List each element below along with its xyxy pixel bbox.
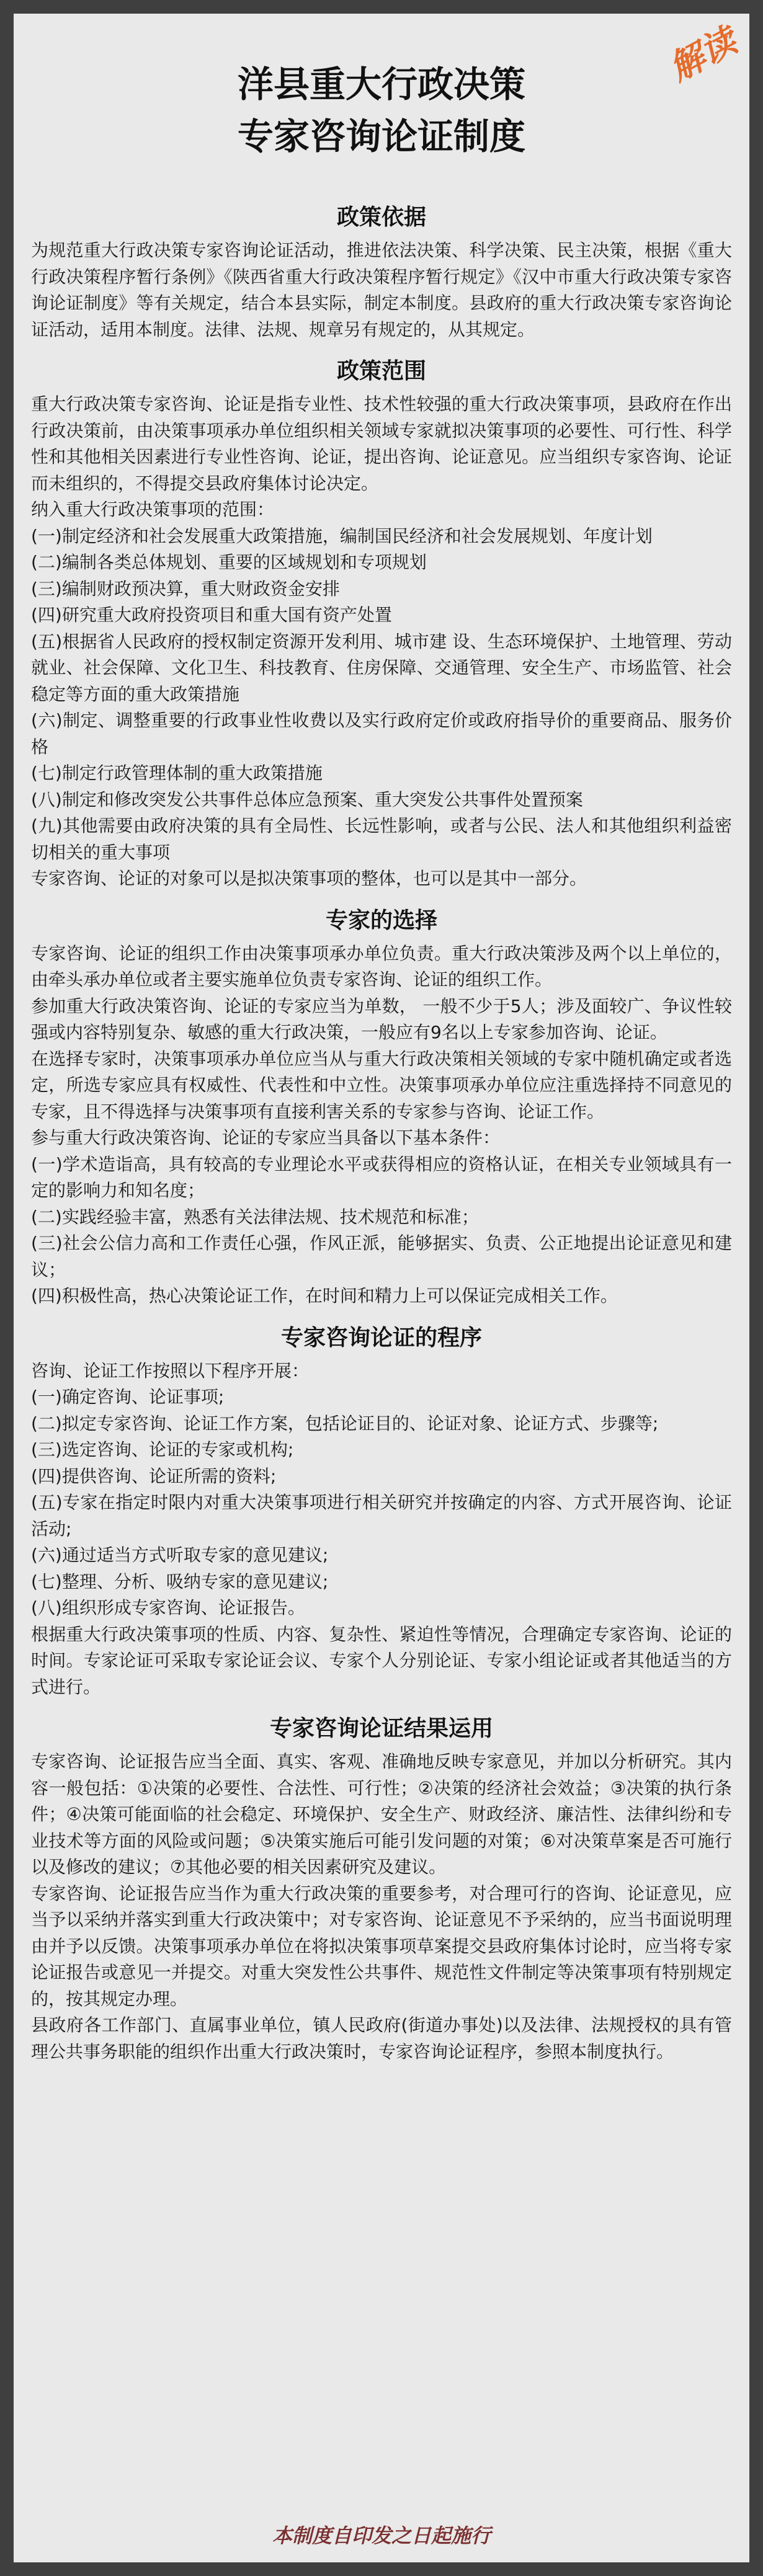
- policy-section: [31, 1323, 732, 1701]
- section-paragraph: (六)制定、调整重要的行政事业性收费以及实行政府定价或政府指导价的重要商品、服务价格: [31, 710, 732, 757]
- page-title-line-1: 洋县重大行政决策: [237, 63, 525, 105]
- section-paragraph: (一)确定咨询、论证事项;: [31, 1387, 225, 1407]
- policy-section: [31, 357, 732, 892]
- section-paragraph: 咨询、论证工作按照以下程序开展：: [31, 1360, 310, 1381]
- policy-section: [31, 906, 732, 1310]
- section-paragraph: (三)编制财政预决算，重大财政资金安排: [31, 578, 340, 599]
- policy-section: [31, 203, 732, 343]
- section-paragraph: 参加重大行政决策咨询、论证的专家应当为单数， 一般不少于5人；涉及面较广、争议性较强或内容特别复杂、敏感的重大行政决策，一般应有9名以上专家参加咨询、论证。: [31, 995, 732, 1042]
- policy-section: [31, 1714, 732, 2065]
- section-paragraph: 重大行政决策专家咨询、论证是指专业性、技术性较强的重大行政决策事项，县政府在作出行政决策前，由决策事项承办单位组织相关领域专家就拟决策事项的必要性、可行性、科学性和其他相关因素进行专业性咨询、论证，提出咨询、论证意见。应当组织专家咨询、论证而未组织的，不得提交县政府集体讨论决定。: [31, 394, 732, 494]
- section-paragraph: (三)选定咨询、论证的专家或机构;: [31, 1439, 294, 1460]
- section-paragraph: (二)拟定专家咨询、论证工作方案，包括论证目的、论证对象、论证方式、步骤等;: [31, 1413, 659, 1434]
- section-paragraph: 专家咨询、论证报告应当全面、真实、客观、准确地反映专家意见，并加以分析研究。其内容一般包括：①决策的必要性、合法性、可行性；②决策的经济社会效益；③决策的执行条件；④决策可能面临的社会稳定、环境保护、安全生产、财政经济、廉洁性、法律纠纷和专业技术等方面的风险或问题；⑤决策实施后可能引发问题的对策；⑥对决策草案是否可施行以及修改的建议；⑦其他必要的相关因素研究及建议。: [31, 1751, 732, 1877]
- section-paragraph: (四)提供咨询、论证所需的资料;: [31, 1465, 277, 1486]
- section-paragraph: 专家咨询、论证的组织工作由决策事项承办单位负责。重大行政决策涉及两个以上单位的，由牵头承办单位或者主要实施单位负责专家咨询、论证的组织工作。: [31, 943, 732, 990]
- poster-frame: [14, 14, 749, 2562]
- section-paragraph: (九)其他需要由政府决策的具有全局性、长远性影响，或者与公民、法人和其他组织利益密切相关的重大事项: [31, 815, 732, 863]
- section-title: 专家的选择: [325, 907, 437, 933]
- section-paragraph: (四)积极性高，热心决策论证工作，在时间和精力上可以保证完成相关工作。: [31, 1286, 618, 1306]
- policy-content: [31, 203, 732, 2079]
- section-paragraph: (二)编制各类总体规划、重要的区域规划和专项规划: [31, 552, 427, 572]
- section-paragraph: (四)研究重大政府投资项目和重大国有资产处置: [31, 605, 392, 625]
- section-paragraph: (三)社会公信力高和工作责任心强，作风正派，能够据实、负责、公正地提出论证意见和建议；: [31, 1233, 732, 1280]
- section-paragraph: 纳入重大行政决策事项的范围：: [31, 499, 275, 520]
- section-paragraph: 参与重大行政决策咨询、论证的专家应当具备以下基本条件：: [31, 1127, 501, 1148]
- section-title: 专家咨询论证结果运用: [269, 1716, 493, 1741]
- section-paragraph: (五)专家在指定时限内对重大决策事项进行相关研究并按确定的内容、方式开展咨询、论证活动;: [31, 1492, 732, 1539]
- section-title: 专家咨询论证的程序: [280, 1325, 482, 1351]
- section-title: 政策范围: [336, 358, 426, 384]
- section-paragraph: 专家咨询、论证报告应当作为重大行政决策的重要参考，对合理可行的咨询、论证意见，应当予以采纳并落实到重大行政决策中；对专家咨询、论证意见不予采纳的，应当书面说明理由并予以反馈。决策事项承办单位在将拟决策事项草案提交县政府集体讨论时，应当将专家论证报告或意见一并提交。对重大突发性公共事件、规范性文件制定等决策事项有特别规定的，按其规定办理。: [31, 1883, 732, 2009]
- section-paragraph: (六)通过适当方式听取专家的意见建议;: [31, 1545, 329, 1565]
- section-paragraph: (七)整理、分析、吸纳专家的意见建议;: [31, 1571, 329, 1592]
- interpretation-stamp: 解读: [663, 20, 743, 89]
- section-paragraph: 县政府各工作部门、直属事业单位，镇人民政府(街道办事处)以及法律、法规授权的具有管理公共事务职能的组织作出重大行政决策时，专家咨询论证程序，参照本制度执行。: [31, 2015, 732, 2062]
- section-title: 政策依据: [336, 205, 426, 230]
- section-paragraph: (一)制定经济和社会发展重大政策措施，编制国民经济和社会发展规划、年度计划: [31, 525, 653, 546]
- section-paragraph: (八)制定和修改突发公共事件总体应急预案、重大突发公共事件处置预案: [31, 789, 583, 810]
- section-paragraph: (一)学术造诣高，具有较高的专业理论水平或获得相应的资格认证，在相关专业领域具有一定的影响力和知名度；: [31, 1153, 732, 1201]
- section-paragraph: 在选择专家时，决策事项承办单位应当从与重大行政决策相关领域的专家中随机确定或者选定，所选专家应具有权威性、代表性和中立性。决策事项承办单位应注重选择持不同意见的专家，且不得选择与决策事项有直接利害关系的专家参与咨询、论证工作。: [31, 1048, 732, 1122]
- page-title: [14, 58, 749, 162]
- section-paragraph: (二)实践经验丰富，熟悉有关法律法规、技术规范和标准；: [31, 1206, 479, 1227]
- section-paragraph: 根据重大行政决策事项的性质、内容、复杂性、紧迫性等情况，合理确定专家咨询、论证的时间。专家论证可采取专家论证会议、专家个人分别论证、专家小组论证或者其他适当的方式进行。: [31, 1623, 732, 1697]
- effective-date-note: 本制度自印发之日起施行: [272, 2524, 491, 2547]
- section-paragraph: (七)制定行政管理体制的重大政策措施: [31, 763, 323, 783]
- page-title-line-2: 专家咨询论证制度: [237, 115, 525, 158]
- section-paragraph: 专家咨询、论证的对象可以是拟决策事项的整体，也可以是其中一部分。: [31, 868, 587, 889]
- section-paragraph: 为规范重大行政决策专家咨询论证活动，推进依法决策、科学决策、民主决策，根据《重大行政决策程序暂行条例》《陕西省重大行政决策程序暂行规定》《汉中市重大行政决策专家咨询论证制度》等有关规定，结合本县实际，制定本制度。县政府的重大行政决策专家咨询论证活动，适用本制度。法律、法规、规章另有规定的，从其规定。: [31, 240, 732, 340]
- section-paragraph: (八)组织形成专家咨询、论证报告。: [31, 1597, 305, 1618]
- section-paragraph: (五)根据省人民政府的授权制定资源开发利用、城市建 设、生态环境保护、土地管理、劳动就业、社会保障、文化卫生、科技教育、住房保障、交通管理、安全生产、市场监管、社会稳定等方面的重大政策措施: [31, 631, 732, 704]
